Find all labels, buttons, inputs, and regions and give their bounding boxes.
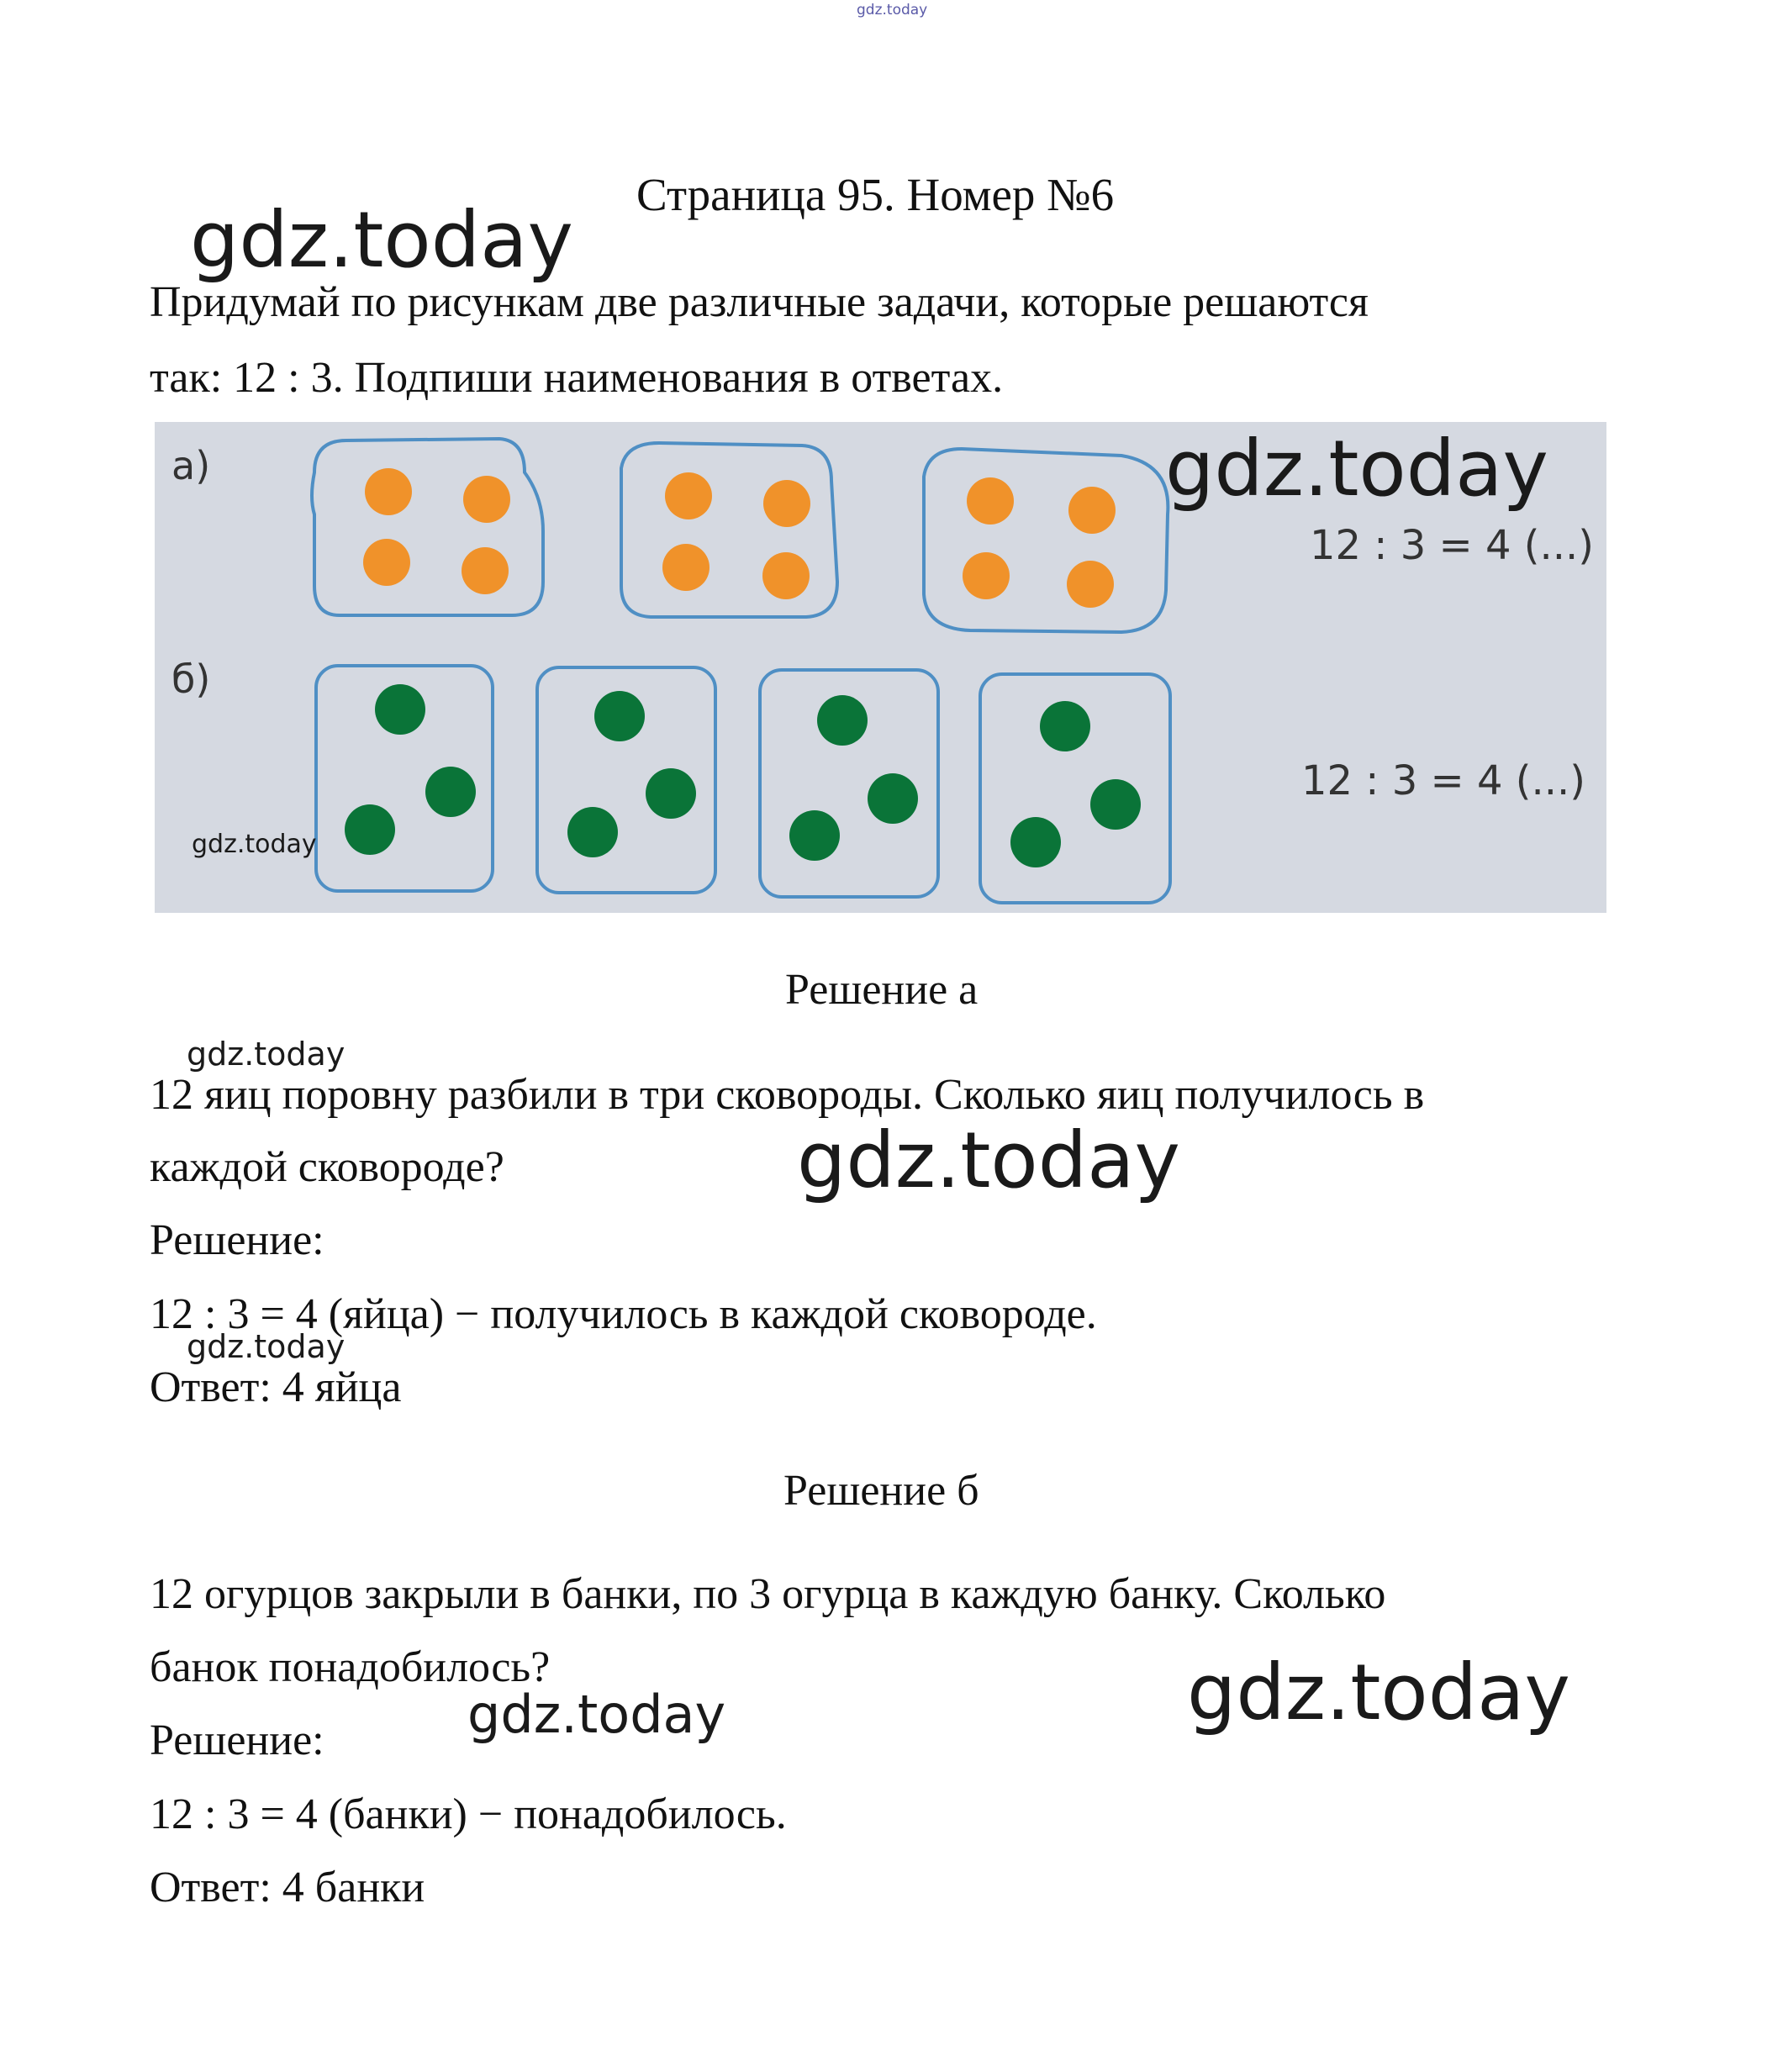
row-a-label: а) (171, 443, 211, 488)
orange-dot (363, 539, 410, 586)
watermark-figure-small: gdz.today (192, 830, 317, 859)
orange-dot (963, 552, 1010, 599)
watermark-near-solution-b: gdz.today (467, 1684, 726, 1745)
green-dot (868, 773, 918, 824)
orange-dot (665, 472, 712, 519)
orange-dot (662, 544, 710, 591)
green-dot (817, 695, 868, 746)
watermark-above-solution-a: gdz.today (187, 1036, 346, 1073)
solution-b-heading: Решение б (783, 1467, 979, 1515)
orange-dot (365, 468, 412, 515)
solution-a-answer: Ответ: 4 яйца (150, 1363, 402, 1411)
row-b-equation: 12 : 3 = 4 (...) (1300, 757, 1585, 804)
solution-a-heading: Решение а (785, 966, 979, 1014)
orange-dot (967, 477, 1014, 525)
green-dot (1090, 779, 1141, 830)
green-dot (1010, 817, 1061, 867)
textbook-figure (155, 422, 1606, 913)
solution-a-label: Решение: (150, 1216, 324, 1264)
plate-3 (924, 449, 1168, 632)
jar-3 (760, 670, 938, 897)
orange-dot (463, 476, 510, 523)
green-dot (594, 691, 645, 741)
watermark-main: gdz.today (190, 195, 573, 285)
jar-4 (980, 674, 1170, 903)
orange-dot (763, 480, 810, 527)
solution-b-problem-line-2: банок понадобилось? (150, 1643, 551, 1691)
solution-b-label: Решение: (150, 1716, 324, 1764)
solution-b-equation: 12 : 3 = 4 (банки) − понадобилось. (150, 1790, 787, 1838)
watermark-right-b: gdz.today (1187, 1648, 1570, 1737)
watermark-near-answer-a: gdz.today (187, 1328, 346, 1365)
green-dot (345, 804, 395, 855)
task-line-2: так: 12 : 3. Подпиши наименования в ответах. (150, 354, 1004, 402)
solution-b-answer: Ответ: 4 банки (150, 1864, 425, 1911)
plate-1 (312, 439, 543, 615)
watermark-figure-large: gdz.today (1165, 424, 1548, 514)
orange-dot (1067, 561, 1114, 608)
orange-dot (1068, 487, 1116, 534)
watermark-top: gdz.today (857, 2, 928, 18)
green-dot (1040, 701, 1090, 751)
green-dot (567, 807, 618, 857)
jar-1 (316, 666, 493, 891)
solution-a-problem-line-2: каждой сковороде? (150, 1143, 504, 1191)
task-line-1: Придумай по рисункам две различные задачи, которые решаются (150, 278, 1369, 326)
solution-a-equation: 12 : 3 = 4 (яйца) − получилось в каждой сковороде. (150, 1290, 1097, 1338)
solution-b-problem-line-1: 12 огурцов закрыли в банки, по 3 огурца в каждую банку. Сколько (150, 1570, 1386, 1618)
green-dot (789, 810, 840, 861)
solution-a-problem-line-1: 12 яиц поровну разбили в три сковороды. Сколько яиц получилось в (150, 1071, 1425, 1119)
green-dot (425, 767, 476, 817)
orange-dot (462, 547, 509, 594)
watermark-middle: gdz.today (797, 1115, 1180, 1205)
row-a-equation: 12 : 3 = 4 (...) (1309, 522, 1594, 569)
orange-dot (762, 552, 810, 599)
row-b-label: б) (171, 656, 211, 702)
page-title: Страница 95. Номер №6 (636, 169, 1115, 220)
plate-2 (621, 443, 837, 617)
green-dot (375, 684, 425, 735)
jar-2 (537, 667, 715, 893)
green-dot (646, 768, 696, 819)
